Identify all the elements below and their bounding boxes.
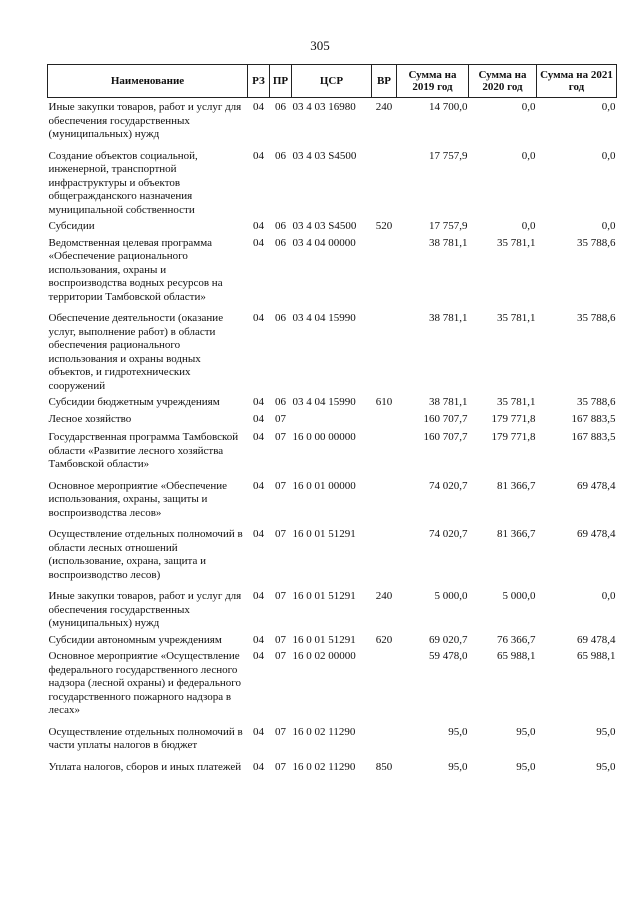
- header-sum-2019: Сумма на 2019 год: [397, 65, 469, 98]
- row-vr: [372, 472, 397, 521]
- row-csr: 16 0 01 51291: [292, 633, 356, 646]
- table-row: [48, 142, 617, 218]
- row-vr: 850: [375, 760, 393, 773]
- row-csr: 03 4 04 15990: [292, 312, 356, 324]
- row-sum-2020: 35 781,1: [497, 312, 536, 324]
- row-rz: 04: [253, 101, 264, 113]
- header-csr: ЦСР: [292, 65, 372, 98]
- row-sum-2021: 95,0: [596, 725, 616, 738]
- row-pr: 07: [275, 590, 286, 602]
- row-name: Обеспечение деятельности (оказание услуг, выполнение работ) в области обеспечения рационального использования и охраны водных объектов, и гидротехнических сооружений: [48, 312, 224, 392]
- row-csr: 16 0 01 51291: [292, 590, 356, 602]
- row-sum-2019: 38 781,1: [429, 312, 468, 324]
- row-sum-2020: 179 771,8: [491, 412, 536, 425]
- row-sum-2021: 69 478,4: [577, 633, 616, 646]
- row-pr: 07: [275, 431, 286, 443]
- header-sum-2020: Сумма на 2020 год: [469, 65, 537, 98]
- row-sum-2020: 65 988,1: [497, 650, 536, 662]
- table-row: [48, 472, 617, 521]
- row-rz: 04: [253, 149, 264, 162]
- row-pr: 07: [275, 412, 286, 425]
- row-sum-2019: 160 707,7: [423, 412, 468, 425]
- row-name: Субсидии автономным учреждениям: [48, 633, 222, 646]
- row-csr: 16 0 01 00000: [292, 479, 356, 492]
- row-sum-2019: 160 707,7: [423, 431, 468, 443]
- row-csr: 03 4 03 S4500: [292, 149, 357, 162]
- header-name: Наименование: [48, 65, 248, 98]
- table-row: [48, 426, 617, 472]
- row-sum-2020: 76 366,7: [497, 633, 536, 646]
- row-pr: 06: [275, 312, 286, 324]
- table-row: [48, 647, 617, 718]
- row-sum-2019: 95,0: [448, 725, 468, 738]
- row-pr: 07: [275, 760, 286, 773]
- row-sum-2021: 69 478,4: [577, 528, 616, 540]
- row-pr: 07: [275, 479, 286, 492]
- table-header: [48, 65, 617, 98]
- row-sum-2021: 69 478,4: [577, 479, 616, 492]
- row-rz: 04: [253, 236, 264, 249]
- table-row: [48, 753, 617, 775]
- table-row: [48, 304, 617, 393]
- row-vr: 610: [375, 396, 393, 408]
- row-vr: [372, 234, 397, 305]
- row-pr: 07: [275, 725, 286, 738]
- row-name: Основное мероприятие «Обеспечение использования, охраны, защиты и воспроизводства лесов»: [48, 479, 228, 519]
- row-csr: 16 0 02 11290: [292, 725, 356, 738]
- table-row: [48, 582, 617, 631]
- row-csr: 03 4 03 S4500: [292, 220, 357, 232]
- row-csr: 03 4 03 16980: [292, 101, 356, 113]
- row-rz: 04: [253, 590, 264, 602]
- row-rz: 04: [253, 220, 264, 232]
- row-rz: 04: [253, 650, 264, 662]
- header-vr: ВР: [372, 65, 397, 98]
- row-vr: 620: [375, 633, 393, 646]
- row-sum-2020: 95,0: [516, 760, 536, 773]
- row-sum-2019: 74 020,7: [429, 479, 468, 492]
- row-csr: 16 0 00 00000: [292, 431, 356, 443]
- row-sum-2019: 38 781,1: [429, 236, 468, 249]
- row-rz: 04: [253, 760, 264, 773]
- table-row: [48, 234, 617, 305]
- budget-table: [47, 64, 617, 774]
- row-name: Субсидии бюджетным учреждениям: [48, 396, 220, 408]
- row-pr: 07: [275, 633, 286, 646]
- row-sum-2020: 179 771,8: [491, 431, 536, 443]
- row-pr: 06: [275, 236, 286, 249]
- row-vr: 240: [375, 101, 393, 113]
- row-sum-2019: 5 000,0: [434, 590, 468, 602]
- row-sum-2020: 35 781,1: [497, 236, 536, 249]
- row-sum-2020: 0,0: [521, 149, 536, 162]
- row-csr: 03 4 04 00000: [292, 236, 356, 249]
- table-row: [48, 631, 617, 648]
- row-name: Государственная программа Тамбовской области «Развитие лесного хозяйства Тамбовской области»: [48, 431, 239, 470]
- table-row: [48, 520, 617, 582]
- row-rz: 04: [253, 528, 264, 540]
- row-rz: 04: [253, 479, 264, 492]
- row-vr: [372, 426, 397, 472]
- row-csr: [292, 410, 372, 427]
- row-sum-2019: 14 700,0: [429, 101, 468, 113]
- row-vr: 520: [375, 220, 393, 232]
- row-sum-2019: 38 781,1: [429, 396, 468, 408]
- row-vr: [372, 304, 397, 393]
- row-vr: [372, 142, 397, 218]
- page-number: 305: [310, 38, 330, 53]
- table-row: [48, 98, 617, 142]
- header-rz: РЗ: [248, 65, 270, 98]
- row-rz: 04: [253, 431, 264, 443]
- table-row: [48, 718, 617, 753]
- row-rz: 04: [253, 633, 264, 646]
- row-sum-2019: 17 757,9: [429, 149, 468, 162]
- header-pr: ПР: [270, 65, 292, 98]
- row-vr: [372, 520, 397, 582]
- row-csr: 16 0 02 00000: [292, 650, 356, 662]
- row-name: Уплата налогов, сборов и иных платежей: [48, 760, 242, 773]
- row-name: Лесное хозяйство: [48, 412, 132, 425]
- row-sum-2020: 81 366,7: [497, 479, 536, 492]
- row-sum-2021: 65 988,1: [577, 650, 616, 662]
- table-body: [48, 98, 617, 775]
- row-vr: [372, 647, 397, 718]
- row-pr: 07: [275, 650, 286, 662]
- row-name: Создание объектов социальной, инженерной, транспортной инфраструктуры и объектов общегражданского назначения муниципальной собственности: [48, 149, 198, 216]
- row-csr: 16 0 01 51291: [292, 528, 356, 540]
- row-rz: 04: [253, 725, 264, 738]
- row-sum-2019: 59 478,0: [429, 650, 468, 662]
- row-sum-2019: 69 020,7: [429, 633, 468, 646]
- row-name: Осуществление отдельных полномочий в части уплаты налогов в бюджет: [48, 725, 243, 751]
- row-vr: [372, 410, 397, 427]
- row-sum-2021: 0,0: [601, 149, 616, 162]
- row-sum-2021: 0,0: [601, 220, 616, 232]
- row-name: Субсидии: [48, 220, 95, 232]
- row-sum-2021: 35 788,6: [577, 236, 616, 249]
- table-row: [48, 217, 617, 234]
- row-sum-2020: 81 366,7: [497, 528, 536, 540]
- row-csr: 16 0 02 11290: [292, 760, 356, 773]
- row-sum-2021: 0,0: [601, 590, 616, 602]
- row-vr: [372, 718, 397, 753]
- row-sum-2020: 0,0: [521, 101, 536, 113]
- row-sum-2020: 5 000,0: [502, 590, 536, 602]
- row-sum-2019: 95,0: [448, 760, 468, 773]
- row-vr: 240: [375, 590, 393, 602]
- row-sum-2020: 0,0: [521, 220, 536, 232]
- row-name: Иные закупки товаров, работ и услуг для обеспечения государственных (муниципальных) нужд: [48, 590, 242, 629]
- row-sum-2020: 35 781,1: [497, 396, 536, 408]
- row-rz: 04: [253, 312, 264, 324]
- row-name: Ведомственная целевая программа «Обеспечение рационального использования, охраны и воспроизводства водных ресурсов на территории Тамбовской области»: [48, 236, 223, 303]
- row-pr: 06: [275, 149, 286, 162]
- row-sum-2021: 95,0: [596, 760, 616, 773]
- row-rz: 04: [253, 396, 264, 408]
- row-sum-2021: 167 883,5: [571, 412, 616, 425]
- row-name: Осуществление отдельных полномочий в области лесных отношений (использование, охрана, защита и воспроизводство лесов): [48, 528, 243, 581]
- row-name: Иные закупки товаров, работ и услуг для обеспечения государственных (муниципальных) нужд: [48, 101, 242, 140]
- row-pr: 06: [275, 396, 286, 408]
- row-pr: 06: [275, 101, 286, 113]
- row-sum-2021: 0,0: [601, 101, 616, 113]
- row-sum-2021: 167 883,5: [571, 431, 616, 443]
- table-row: [48, 410, 617, 427]
- row-sum-2019: 17 757,9: [429, 220, 468, 232]
- row-pr: 07: [275, 528, 286, 540]
- row-sum-2020: 95,0: [516, 725, 536, 738]
- table-row: [48, 393, 617, 410]
- row-sum-2019: 74 020,7: [429, 528, 468, 540]
- row-name: Основное мероприятие «Осуществление федерального государственного лесного надзора (лесной охраны) и федерального государственного пожарного надзора в лесах»: [48, 650, 242, 716]
- row-sum-2021: 35 788,6: [577, 312, 616, 324]
- header-sum-2021: Сумма на 2021 год: [537, 65, 617, 98]
- row-rz: 04: [253, 412, 264, 425]
- row-csr: 03 4 04 15990: [292, 396, 356, 408]
- row-sum-2021: 35 788,6: [577, 396, 616, 408]
- row-pr: 06: [275, 220, 286, 232]
